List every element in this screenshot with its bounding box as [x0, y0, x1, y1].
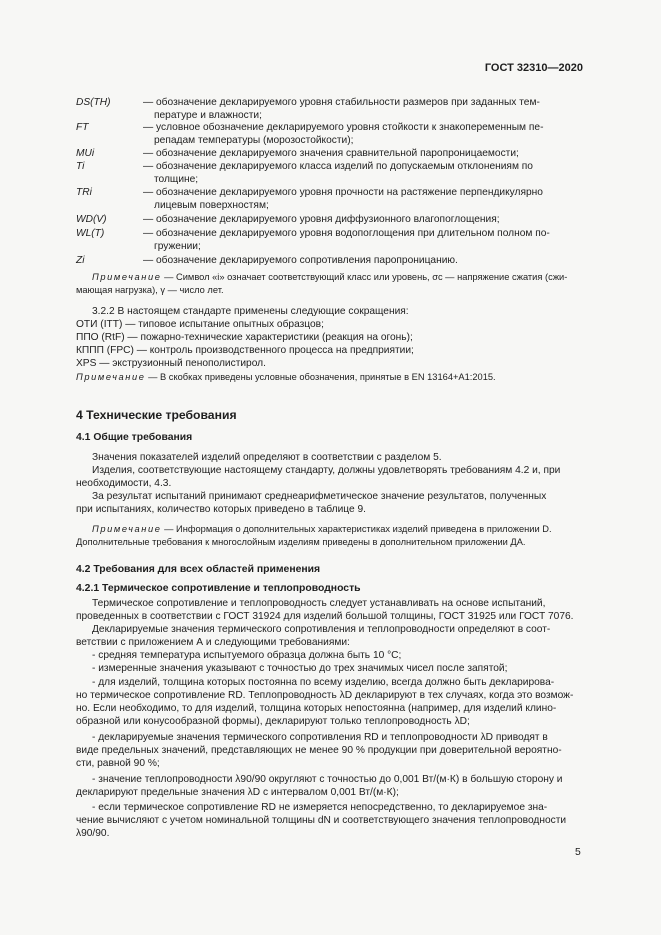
abbr-note	[76, 371, 496, 384]
note-line	[92, 271, 567, 284]
abbr-item: ОТИ (ITT) — типовое испытание опытных образцов;	[76, 319, 324, 330]
symbol-definition: пературе и влажности;	[154, 110, 262, 121]
paragraph: при испытаниях, количество которых приведено в таблице 9.	[76, 504, 366, 515]
symbol-definition: репадам температуры (морозостойкости);	[154, 135, 354, 146]
note-continuation: мающая нагрузка), γ — число лет.	[76, 285, 224, 295]
note-label: Примечание	[92, 524, 162, 534]
paragraph: ветствии с приложением А и следующими требованиями:	[76, 637, 350, 648]
document-id: ГОСТ 32310—2020	[484, 62, 583, 74]
list-item: чение вычисляют с учетом номинальной толщины dN и соответствующего значения теплопроводности	[76, 815, 567, 826]
list-item: λ90/90.	[76, 828, 110, 839]
paragraph: проведенных в соответствии с ГОСТ 31924 для изделий большой толщины, ГОСТ 31925 или ГОСТ 7076.	[76, 611, 574, 622]
symbol-term: FT	[76, 122, 89, 133]
symbol-definition: — обозначение декларируемого сопротивления паропроницанию.	[143, 255, 458, 266]
list-item: - для изделий, толщина которых постоянна по всему изделию, всегда должно быть декларирова-	[92, 677, 555, 688]
symbol-term: DS(TH)	[76, 97, 111, 108]
note-label: Примечание	[76, 372, 146, 382]
paragraph: Термическое сопротивление и теплопроводность следует устанавливать на основе испытаний,	[92, 598, 546, 609]
symbol-definition: — обозначение декларируемого уровня прочности на растяжение перпендикулярно	[143, 187, 543, 198]
list-item: - средняя температура испытуемого образца должна быть 10 °С;	[92, 650, 402, 661]
list-item: - измеренные значения указывают с точностью до трех значимых чисел после запятой;	[92, 663, 508, 674]
symbol-definition: — условное обозначение декларируемого уровня стойкости к знакопеременным пе-	[143, 122, 544, 133]
symbol-term: WL(T)	[76, 228, 105, 239]
abbr-intro: 3.2.2 В настоящем стандарте применены следующие сокращения:	[92, 306, 409, 317]
paragraph: Значения показателей изделий определяют в соответствии с разделом 5.	[92, 452, 442, 463]
symbol-term: Ti	[76, 161, 85, 172]
symbol-definition: лицевым поверхностям;	[154, 200, 269, 211]
symbol-term: TRi	[76, 187, 92, 198]
note-line	[92, 523, 552, 536]
note-text: — В скобках приведены условные обозначения, принятые в EN 13164+A1:2015.	[148, 372, 496, 382]
symbol-definition: — обозначение декларируемого уровня стабильности размеров при заданных тем-	[143, 97, 540, 108]
symbol-definition: — обозначение декларируемого уровня диффузионного влагопоглощения;	[143, 214, 500, 225]
page-number: 5	[575, 847, 581, 858]
subsection-title: 4.2.1 Термическое сопротивление и теплопроводность	[76, 583, 361, 594]
list-item: - если термическое сопротивление RD не измеряется непосредственно, то декларируемое зна-	[92, 802, 548, 813]
abbr-item: XPS — экструзионный пенополистирол.	[76, 358, 266, 369]
abbr-item: ППО (RtF) — пожарно-технические характеристики (реакция на огонь);	[76, 332, 413, 343]
paragraph: необходимости, 4.3.	[76, 478, 172, 489]
list-item: виде предельных значений, представляющих не менее 90 % продукции при доверительной вероятно-	[76, 745, 562, 756]
list-item: - декларируемые значения термического сопротивления RD и теплопроводности λD приводят в	[92, 732, 548, 743]
symbol-term: MUi	[76, 148, 95, 159]
symbol-term: Zi	[76, 255, 85, 266]
paragraph: Изделия, соответствующие настоящему стандарту, должны удовлетворять требованиям 4.2 и, при	[92, 465, 561, 476]
symbol-definition: толщине;	[154, 174, 199, 185]
list-item: сти, равной 90 %;	[76, 758, 160, 769]
symbol-definition: — обозначение декларируемого класса изделий по допускаемым отклонениям по	[143, 161, 533, 172]
list-item: но термическое сопротивление RD. Теплопроводность λD декларируют в тех случаях, когда это возмож-	[76, 690, 574, 701]
symbol-definition: — обозначение декларируемого уровня водопоглощения при длительном полном по-	[143, 228, 550, 239]
note-continuation: Дополнительные требования к многослойным изделиям приведены в дополнительном приложении ДА.	[76, 537, 526, 547]
paragraph: Декларируемые значения термического сопротивления и теплопроводности определяют в соот-	[92, 624, 551, 635]
list-item: - значение теплопроводности λ90/90 округляют с точностью до 0,001 Вт/(м·К) в большую сторону и	[92, 774, 563, 785]
paragraph: За результат испытаний принимают среднеарифметическое значение результатов, полученных	[92, 491, 547, 502]
subsection-title: 4.2 Требования для всех областей применения	[76, 564, 321, 575]
note-text: — Символ «i» означает соответствующий класс или уровень, σc — напряжение сжатия (сжи-	[164, 272, 568, 282]
list-item: декларируют предельные значения λD с интервалом 0,001 Вт/(м·К);	[76, 787, 399, 798]
list-item: образной или конусообразной формы), декларируют только теплопроводность λD;	[76, 716, 470, 727]
note-label: Примечание	[92, 272, 162, 282]
section-title: 4 Технические требования	[76, 408, 237, 422]
symbol-definition: — обозначение декларируемого значения сравнительной паропроницаемости;	[143, 148, 519, 159]
symbol-definition: гружении;	[154, 241, 201, 252]
list-item: но. Если необходимо, то для изделий, толщина которых непостоянна (например, для изделий клино-	[76, 703, 557, 714]
subsection-title: 4.1 Общие требования	[76, 432, 193, 443]
note-text: — Информация о дополнительных характеристиках изделий приведена в приложении D.	[164, 524, 552, 534]
abbr-item: КППП (FPC) — контроль производственного процесса на предприятии;	[76, 345, 414, 356]
symbol-term: WD(V)	[76, 214, 107, 225]
